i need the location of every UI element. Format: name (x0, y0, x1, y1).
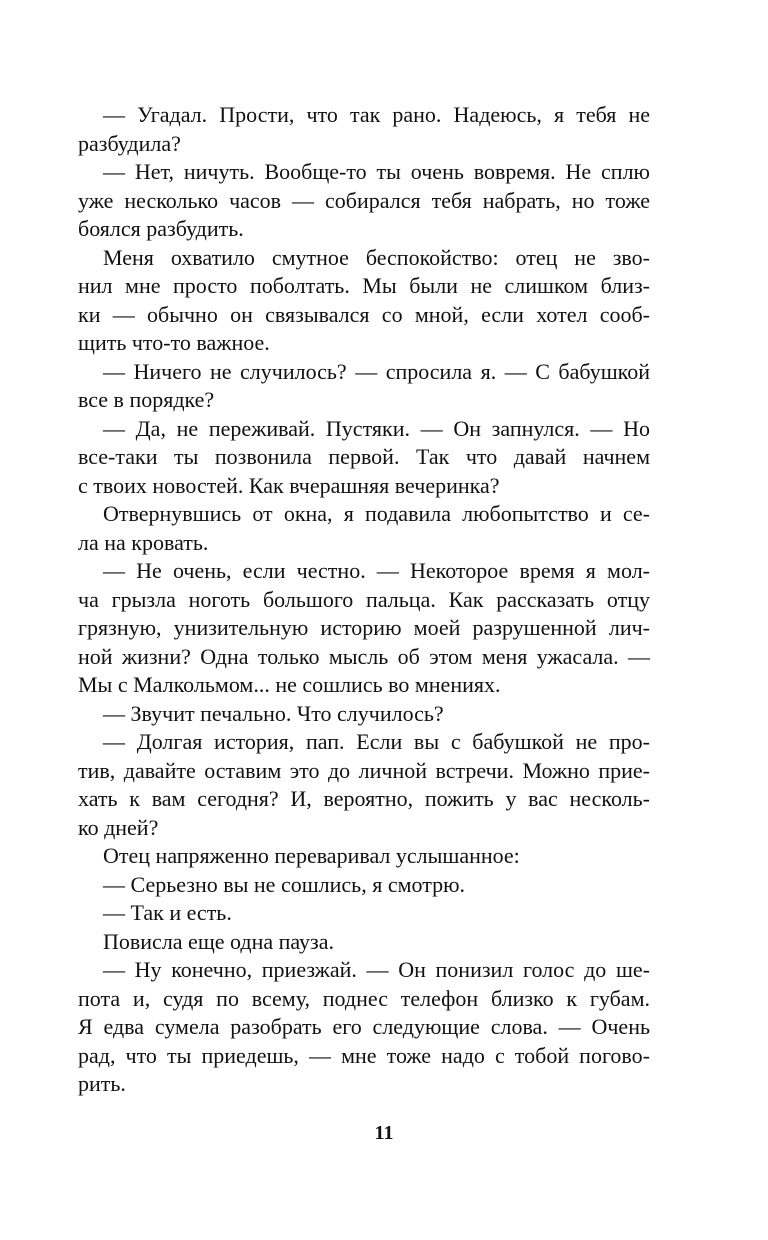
text-line: ной жизни? Одна только мысль об этом меня ужасала. — (78, 643, 650, 669)
text-line: с твоих новостей. Как вчерашняя вечеринка? (78, 472, 500, 498)
text-line: — Ну конечно, приезжай. — Он понизил голос до ше- (103, 957, 650, 982)
text-line: ла на кровать. (78, 529, 209, 555)
text-line: Я едва сумела разобрать его следующие слова. — Очень (78, 1014, 650, 1039)
text-line: все в порядке? (78, 387, 215, 412)
text-line: ко дней? (78, 814, 159, 840)
text-line: ки — обычно он связывался со мной, если хотел сооб- (78, 301, 650, 327)
text-line: рад, что ты приедешь, — мне тоже надо с тобой погово- (78, 1042, 650, 1068)
text-line: ча грызла ноготь большого пальца. Как рассказать отцу (78, 586, 650, 612)
text-line: разбудила? (78, 130, 181, 156)
text-line: Мы с Малкольмом... не сошлись во мнениях. (78, 672, 501, 697)
text-line: Отвернувшись от окна, я подавила любопытство и се- (103, 501, 650, 526)
text-line: — Угадал. Прости, что так рано. Надеюсь, я тебя не (103, 102, 650, 127)
text-line: нил мне просто поболтать. Мы были не слишком близ- (78, 273, 650, 298)
text-line: хать к вам сегодня? И, вероятно, пожить у вас несколь- (78, 786, 650, 811)
text-line: боялся разбудить. (78, 216, 244, 241)
text-line: тив, давайте оставим это до личной встречи. Можно прие- (78, 757, 650, 783)
text-line: — Ничего не случилось? — спросила я. — С бабушкой (103, 358, 650, 384)
text-line: — Так и есть. (103, 900, 232, 925)
text-line: — Нет, ничуть. Вообще-то ты очень вовремя. Не сплю (103, 159, 650, 184)
text-line: — Звучит печально. Что случилось? (103, 700, 444, 726)
page-number: 11 (374, 1122, 394, 1144)
text-line: — Серьезно вы не сошлись, я смотрю. (103, 871, 466, 897)
text-line: все-таки ты позвонила первой. Так что давай начнем (78, 444, 650, 469)
text-line: Меня охватило смутное беспокойство: отец не зво- (103, 244, 650, 270)
text-line: Повисла еще одна пауза. (103, 928, 334, 954)
text-line: щить что-то важное. (78, 330, 270, 355)
text-line: — Долгая история, пап. Если вы с бабушкой не про- (103, 729, 650, 754)
text-line: Отец напряженно переваривал услышанное: (103, 843, 520, 868)
text-line: рить. (78, 1071, 126, 1096)
text-line: — Не очень, если честно. — Некоторое время я мол- (103, 558, 650, 583)
text-line: пота и, судя по всему, поднес телефон близко к губам. (78, 985, 650, 1011)
text-line: уже несколько часов — собирался тебя набрать, но тоже (78, 187, 650, 213)
text-line: — Да, не переживай. Пустяки. — Он запнулся. — Но (103, 415, 650, 441)
body-text (78, 101, 650, 1099)
text-line: грязную, унизительную историю моей разрушенной лич- (78, 615, 650, 640)
